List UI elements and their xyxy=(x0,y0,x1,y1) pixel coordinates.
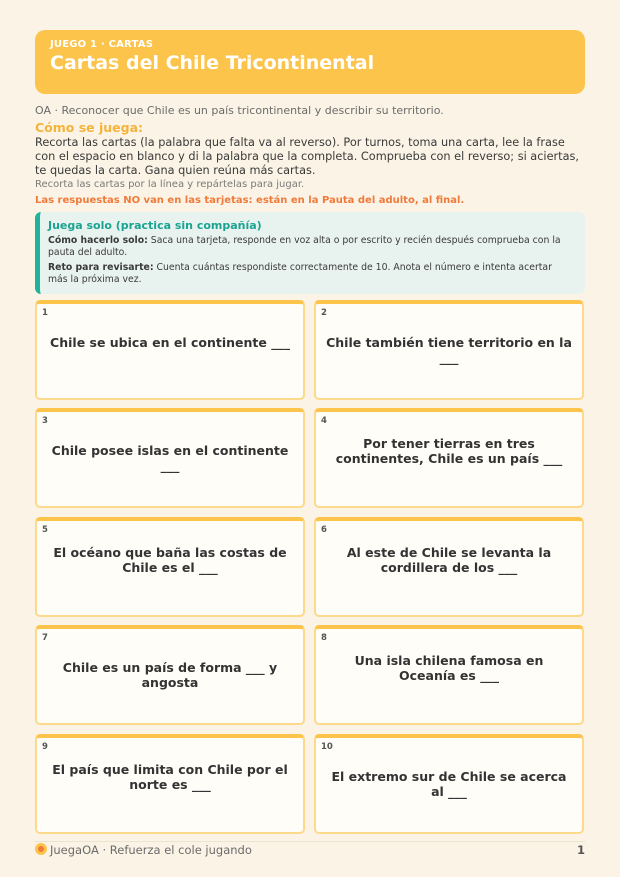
card-text: Una isla chilena famosa en Oceanía es ___ xyxy=(354,653,544,683)
card-text: Chile es un país de forma ___ y angosta xyxy=(62,660,278,690)
how-to-play-text: Recorta las cartas (la palabra que falta va al reverso). Por turnos, toma una carta, lee la frase con el espacio en blanco y di la palabra que la completa. Comprueba con el reverso; si aciertas, te quedas la carta. Gana quien reúna más cartas. xyxy=(35,136,579,177)
card-4 xyxy=(314,408,584,508)
card-number: 4 xyxy=(321,416,327,426)
card-3 xyxy=(35,408,305,508)
solo-how-label: Cómo hacerlo solo: xyxy=(48,235,148,246)
solo-review-label: Reto para revisarte: xyxy=(48,262,154,273)
solo-how-text: Saca una tarjeta, responde en voz alta o por escrito y recién después comprueba con la pauta del adulto. xyxy=(48,235,561,258)
card-8 xyxy=(314,625,584,725)
card-number: 1 xyxy=(42,308,48,318)
card-text: Chile posee islas en el continente ___ xyxy=(51,443,289,473)
page-number: 1 xyxy=(576,843,585,857)
card-text: Chile se ubica en el continente ___ xyxy=(50,335,290,350)
solo-play-box xyxy=(35,212,585,294)
card-text: El extremo sur de Chile se acerca al ___ xyxy=(331,769,567,799)
card-number: 5 xyxy=(42,525,48,535)
how-to-play-title: Cómo se juega: xyxy=(35,120,144,135)
card-text: Al este de Chile se levanta la cordillera de los ___ xyxy=(346,545,552,575)
card-number: 2 xyxy=(321,308,327,318)
learning-objective: OA · Reconocer que Chile es un país tricontinental y describir su territorio. xyxy=(35,104,444,117)
header-banner xyxy=(35,30,585,94)
solo-review-text: Cuenta cuántas respondiste correctamente de 10. Anota el número e intenta acertar más la próxima vez. xyxy=(48,262,552,285)
footer-divider xyxy=(35,841,585,842)
card-6 xyxy=(314,517,584,617)
card-9 xyxy=(35,734,305,834)
card-text: El océano que baña las costas de Chile es el ___ xyxy=(53,545,287,575)
card-5 xyxy=(35,517,305,617)
card-text: El país que limita con Chile por el norte es ___ xyxy=(52,762,288,792)
card-number: 6 xyxy=(321,525,327,535)
card-number: 7 xyxy=(42,633,48,643)
page-title: Cartas del Chile Tricontinental xyxy=(50,52,375,74)
brand-logo-icon xyxy=(35,843,47,855)
card-number: 10 xyxy=(321,742,333,752)
card-10 xyxy=(314,734,584,834)
footer-brand: JuegaOA · Refuerza el cole jugando xyxy=(50,843,252,857)
solo-title: Juega solo (practica sin compañía) xyxy=(48,219,262,232)
card-text: Chile también tiene territorio en la ___ xyxy=(326,335,572,365)
card-text: Por tener tierras en tres continentes, Chile es un país ___ xyxy=(335,436,563,466)
cut-note: Recorta las cartas por la línea y repártelas para jugar. xyxy=(35,179,305,190)
card-number: 9 xyxy=(42,742,48,752)
card-number: 8 xyxy=(321,633,327,643)
solo-review xyxy=(48,262,568,286)
card-number: 3 xyxy=(42,416,48,426)
card-1 xyxy=(35,300,305,400)
card-2 xyxy=(314,300,584,400)
answers-warning: Las respuestas NO van en las tarjetas: están en la Pauta del adulto, al final. xyxy=(35,195,465,206)
card-7 xyxy=(35,625,305,725)
solo-how xyxy=(48,235,568,259)
game-kicker: JUEGO 1 · CARTAS xyxy=(50,39,154,50)
